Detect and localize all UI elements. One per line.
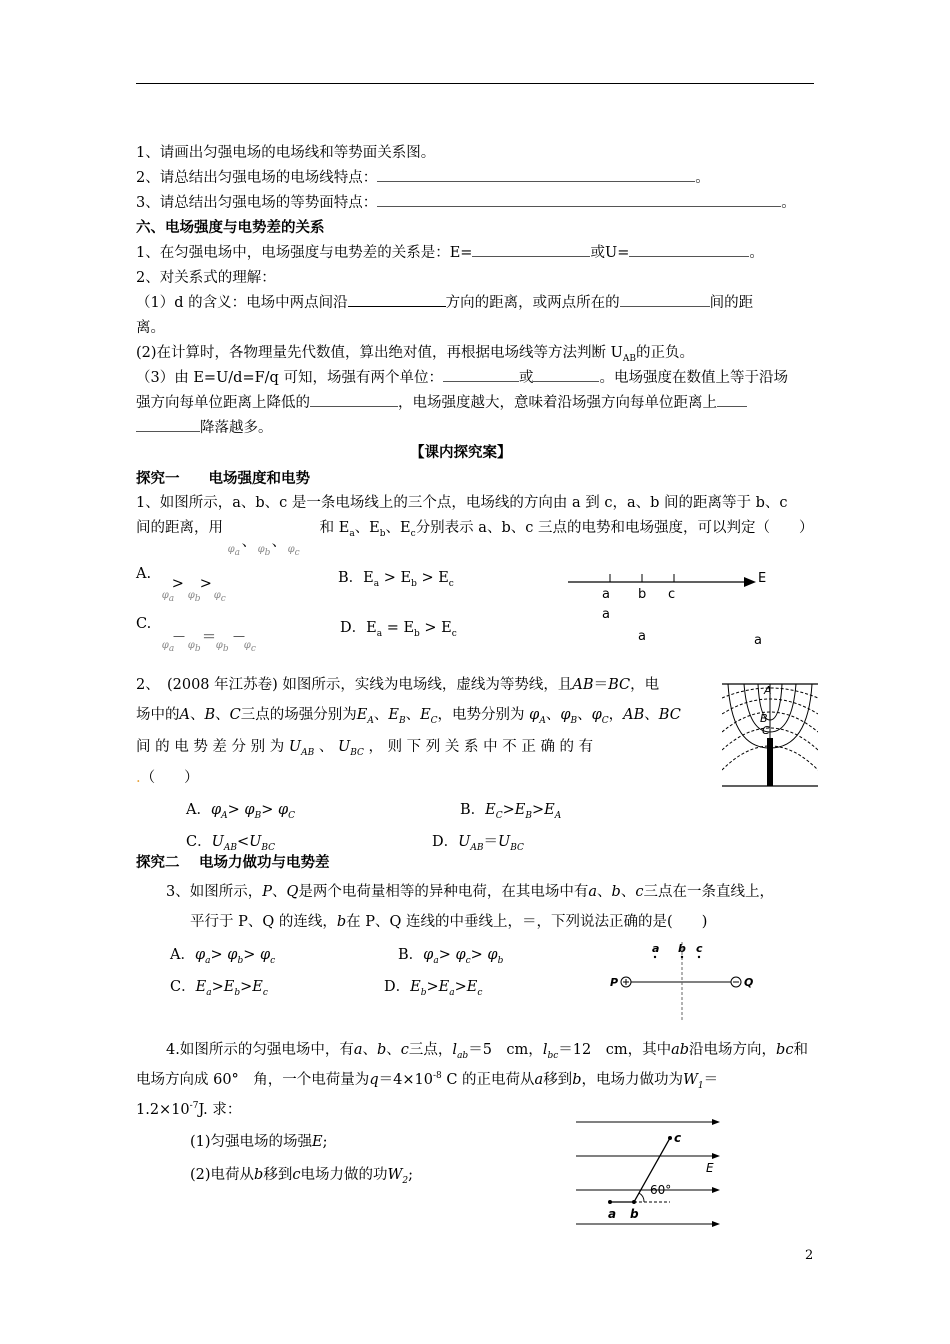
blank-fill[interactable] [717,392,747,407]
header-rule [136,83,814,84]
blank-fill[interactable] [443,367,519,382]
arrow-head-icon [712,1153,720,1159]
blank-fill[interactable] [377,167,695,182]
point-c [698,956,700,958]
explore-2-title: 探究二 电场力做功与电势差 [136,855,330,871]
q3-option-d[interactable]: D．$E_b>E_a>E_c$ [384,979,483,998]
units-text5: 降落越多。 [200,420,273,436]
item-3-text: 3、请总结出匀强电场的等势面特点： [136,195,378,211]
label-b: b [638,587,647,602]
q2-text: 2、 (2008 年江苏卷) 如图所示，实线为电场线，虚线为等势线，且 [136,677,573,693]
q1-text3: 分别表示 a、b、c 三点的电势和电场强度，可以判定（ ） [415,520,814,536]
blank-fill[interactable] [629,242,749,257]
option-label: A． [170,947,195,963]
item-1: 1、请画出匀强电场的电场线和等势面关系图。 [136,145,436,161]
q2-line4: .（ ） [136,770,199,786]
option-label: B． [398,947,424,963]
page-number: 2 [805,1248,814,1263]
q3-option-b[interactable]: B．$\varphi_a> \varphi_c> \varphi_b$ [398,947,504,966]
point-b [632,1200,636,1204]
units-line [136,366,788,387]
charged-rod [767,738,773,786]
calc-note-sub: AB [622,353,636,364]
option-label: D． [384,979,411,995]
relation-1-end: 。 [749,245,764,261]
units-text3: 强方向每单位距离上降低的 [136,395,310,411]
label-a2: a [602,607,610,622]
q1-option-c[interactable]: C. － ＝ － $\varphi_a$ $\varphi_b$ $\varphi_b$ $\varphi_c$ [136,616,256,654]
q2-line2: 场中的A、B、C三点的场强分别为$E_A$、$E_B$、$E_C$，电势分别为 $\varphi_A$、$\varphi_B$、$\varphi_C$，AB、BC [136,707,681,726]
option-label: A． [186,802,211,818]
q1-option-a[interactable]: A. > > $\varphi_a$ $\varphi_b$ $\varphi_c$ [136,566,226,604]
point-a [608,1200,612,1204]
units-text4: ，电场强度越大，意味着沿场强方向每单位距离上 [398,395,717,411]
item-2-end: 。 [695,170,710,186]
units-or: 或 [518,370,534,386]
q3-option-a[interactable]: A．$\varphi_a> \varphi_b> \varphi_c$ [170,947,276,966]
calc-note-end: 的正负。 [636,345,694,361]
q1-text2: 和 E [319,520,350,536]
label-a: a [602,587,610,602]
option-label: A. [136,566,152,582]
units-text: （3）由 E=U/d=F/q 可知，场强有两个单位： [136,370,443,386]
label-c: c [674,1131,682,1145]
item-2 [136,166,710,187]
d-meaning-text2: 方向的距离，或两点所在的 [445,295,620,311]
figure-uniform-field [574,1116,724,1228]
d-meaning-cont: 离。 [136,320,165,336]
q3-line2: 平行于 P、Q 的连线，b在 P、Q 连线的中垂线上，＝，下列说法正确的是( ) [190,914,708,930]
q2-option-a[interactable]: A．$\varphi_A> \varphi_B> \varphi_C$ [186,802,295,821]
arrow-head-icon [712,1119,720,1125]
blank-fill[interactable] [136,417,200,432]
item-2-text: 2、请总结出匀强电场的电场线特点： [136,170,378,186]
q1-option-b[interactable]: B．$E_a > E_b > E_c$ [338,570,454,589]
option-label: D．E [340,620,377,636]
option-label: D． [432,834,459,850]
q2-option-b[interactable]: B．$E_C>E_B>E_A$ [460,802,562,821]
option-label: B． [460,802,486,818]
label-angle: 60° [650,1183,672,1197]
label-P: P [610,976,619,989]
section-6-title: 六、电场强度与电势差的关系 [136,220,325,236]
section-heading: 【课内探究案】 [410,445,512,461]
units-text2: 。电场强度在数值上等于沿场 [599,370,788,386]
relation-1-text: 1、在匀强电场中，电场强度与电势差的关系是：E= [136,245,473,261]
calc-note-text: (2)在计算时，各物理量先代数值，算出绝对值，再根据电场线等方法判断 U [136,345,623,361]
q4-line2: 电场方向成 60° 角，一个电荷量为$q=4\times 10^{-8}$ C 的正电荷从a移到b，电场力做功为$W_1=$ [136,1071,719,1091]
label-E: E [758,571,767,586]
option-label: C． [186,834,212,850]
relation-1 [136,241,764,262]
q2-line3: 间 的 电 势 差 分 别 为 $U_{AB}$ 、 $U_{BC}$ ， 则 下 列 关 系 中 不 正 确 的 有 [136,739,594,758]
blank-fill[interactable] [310,392,398,407]
arrow-head-icon [712,1187,720,1193]
q2-option-c[interactable]: C．$U_{AB}<U_{BC}$ [186,834,276,853]
blank-fill[interactable] [377,192,781,207]
relation-2: 2、对关系式的理解： [136,270,276,286]
blank-fill[interactable] [620,292,710,307]
q2-option-d[interactable]: D．$U_{AB}=U_{BC}$ [432,834,524,853]
blank-fill[interactable] [472,242,590,257]
item-3-end: 。 [781,195,796,211]
label-a4: a [754,633,762,648]
option-label: C. [136,616,152,632]
blank-fill[interactable] [533,367,599,382]
relation-1-or: 或U= [590,245,630,261]
explore-1-title: 探究一 电场强度和电势 [136,471,310,487]
label-a3: a [638,629,646,644]
label-A: A [764,684,772,697]
q1-line1: 1、如图所示，a、b、c 是一条电场线上的三个点，电场线的方向由 a 到 c，a、b 间的距离等于 b、c [136,495,788,511]
label-c: c [696,942,703,955]
q3-line1: 3、如图所示，P、Q是两个电荷量相等的异种电荷，在其电场中有a、b、c三点在一条直线上， [166,884,774,900]
q1-text: 间的距离，用 [136,520,223,536]
label-a: a [608,1207,617,1221]
q2-line1: 2、 (2008 年江苏卷) 如图所示，实线为电场线，虚线为等势线，且AB＝BC，电 [136,677,660,693]
d-meaning [136,291,753,312]
blank-fill[interactable] [348,292,446,307]
label-b: b [630,1207,639,1221]
label-Q: Q [744,976,754,989]
units-line-3 [136,416,273,437]
label-a: a [652,942,660,955]
q4-line1: 4.如图所示的匀强电场中，有a、b、c三点，$l_{ab}=5$ cm，$l_{bc}=12$ cm，其中ab沿电场方向，bc和 [166,1042,808,1061]
arrow-head-icon [712,1221,720,1227]
label-C: C [762,724,770,737]
figure-two-charges [606,938,774,1020]
label-E: E [706,1161,714,1175]
label-c: c [668,587,676,602]
q3-option-c[interactable]: C．$E_a>E_b>E_c$ [170,979,268,998]
q4-part1: (1)匀强电场的场强E; [190,1134,328,1150]
calc-note [136,341,694,364]
q1-option-d[interactable]: D．$E_a = E_b > E_c$ [340,620,457,639]
q4-part2: (2)电荷从b移到c电场力做的功$W_2$; [190,1167,413,1186]
option-label: B．E [338,570,374,586]
d-meaning-text3: 间的距 [709,295,754,311]
d-meaning-text: （1）d 的含义：电场中两点间沿 [136,295,348,311]
label-B: B [760,712,768,725]
figure-equipotential [722,678,818,790]
figure-field-line [560,566,790,656]
option-label: C． [170,979,196,995]
q4-line3: $1.2\times 10^{-7}J$. 求： [136,1101,242,1118]
units-line-2 [136,391,747,412]
q1-line2: 间的距离，用 、 、 $\varphi_a$ $\varphi_b$ $\varphi_c$ 和 $E_a$、$E_b$、$E_c$分别表示 a、b、c 三点的电势和电场强度，可以判定（ ） [136,520,814,558]
arrow-head-icon [744,577,756,587]
item-3 [136,191,796,212]
angle-arc [639,1193,644,1202]
point-b [681,956,683,958]
label-b: b [678,942,686,955]
point-a [654,956,656,958]
point-c [668,1136,672,1140]
